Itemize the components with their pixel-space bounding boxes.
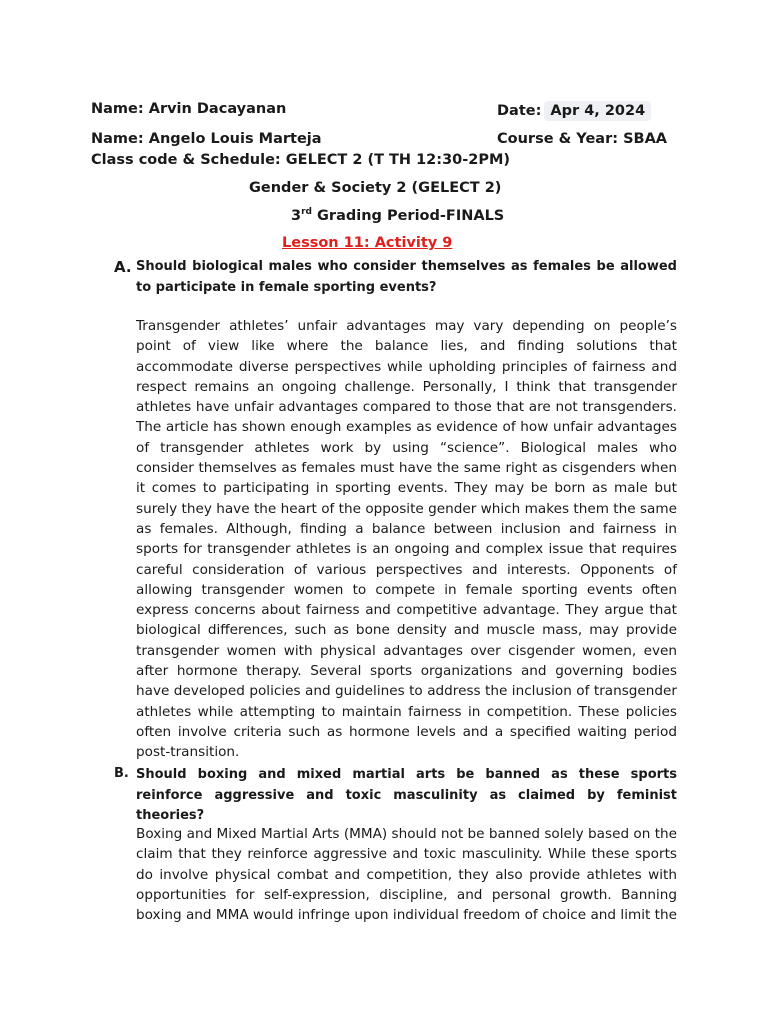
- lesson-heading: Lesson 11: Activity 9: [282, 235, 453, 251]
- period-number: 3: [291, 208, 302, 224]
- grading-period: [291, 207, 504, 224]
- student-name-2: [91, 131, 322, 147]
- name-label: Name:: [91, 101, 144, 117]
- period-ordinal: rd: [301, 207, 312, 217]
- question-a-marker: A.: [114, 258, 132, 276]
- class-code-schedule: [91, 152, 510, 168]
- date-label: Date:: [497, 103, 542, 119]
- question-b-marker: B.: [114, 766, 129, 781]
- class-value: GELECT 2 (T TH 12:30-2PM): [285, 152, 511, 168]
- question-b-text: Should boxing and mixed martial arts be banned as these sports reinforce aggressive and toxic masculinity as claimed by feminist theories?: [136, 767, 677, 823]
- name-value: Arvin Dacayanan: [148, 101, 287, 117]
- class-label: Class code & Schedule:: [91, 152, 281, 168]
- course-year-field: [497, 131, 667, 147]
- name-label: Name:: [91, 131, 144, 147]
- date-field: [497, 101, 651, 121]
- answer-b-paragraph: Boxing and Mixed Martial Arts (MMA) should not be banned solely based on the claim that they reinforce aggressive and toxic masculinity. While these sports do involve physical combat and competition, they also provide athletes with opportunities for self-expression, discipline, and personal growth. Banning boxing and MMA would infringe upon individual freedom of choice and limit the: [136, 826, 677, 924]
- course-title: Gender & Society 2 (GELECT 2): [249, 180, 502, 196]
- date-value[interactable]: Apr 4, 2024: [544, 101, 651, 121]
- question-a-text: Should biological males who consider themselves as females be allowed to participate in female sporting events?: [136, 259, 677, 295]
- course-value: SBAA: [623, 131, 668, 147]
- student-name-1: [91, 101, 286, 117]
- answer-a-paragraph: Transgender athletes’ unfair advantages may vary depending on people’s point of view like where the balance lies, and finding solutions that accommodate diverse perspectives while upholding principles of fairness and respect remains an ongoing challenge. Personally, I think that transgender athletes have unfair advantages compared to those that are not transgenders. The article has shown enough examples as evidence of how unfair advantages of transgender athletes work by using “science”. Biological males who consider themselves as females must have the same right as cisgenders when it comes to participating in sporting events. They may be born as male but surely they have the heart of the opposite gender which makes them the same as females. Although, finding a balance between inclusion and fairness in sports for transgender athletes is an ongoing and complex issue that requires careful consideration of various perspectives and interests. Opponents of allowing transgender women to compete in female sporting events often express concerns about fairness and competitive advantage. They argue that biological differences, such as bone density and muscle mass, may provide transgender women with physical advantages over cisgender women, even after hormone therapy. Several sports organizations and governing bodies have developed policies and guidelines to address the inclusion of transgender athletes while attempting to maintain fairness in competition. These policies often involve criteria such as hormone levels and a specified waiting period post-transition.: [136, 318, 677, 761]
- name-value: Angelo Louis Marteja: [148, 131, 322, 147]
- course-label: Course & Year:: [497, 131, 619, 147]
- period-text: Grading Period-FINALS: [311, 208, 505, 224]
